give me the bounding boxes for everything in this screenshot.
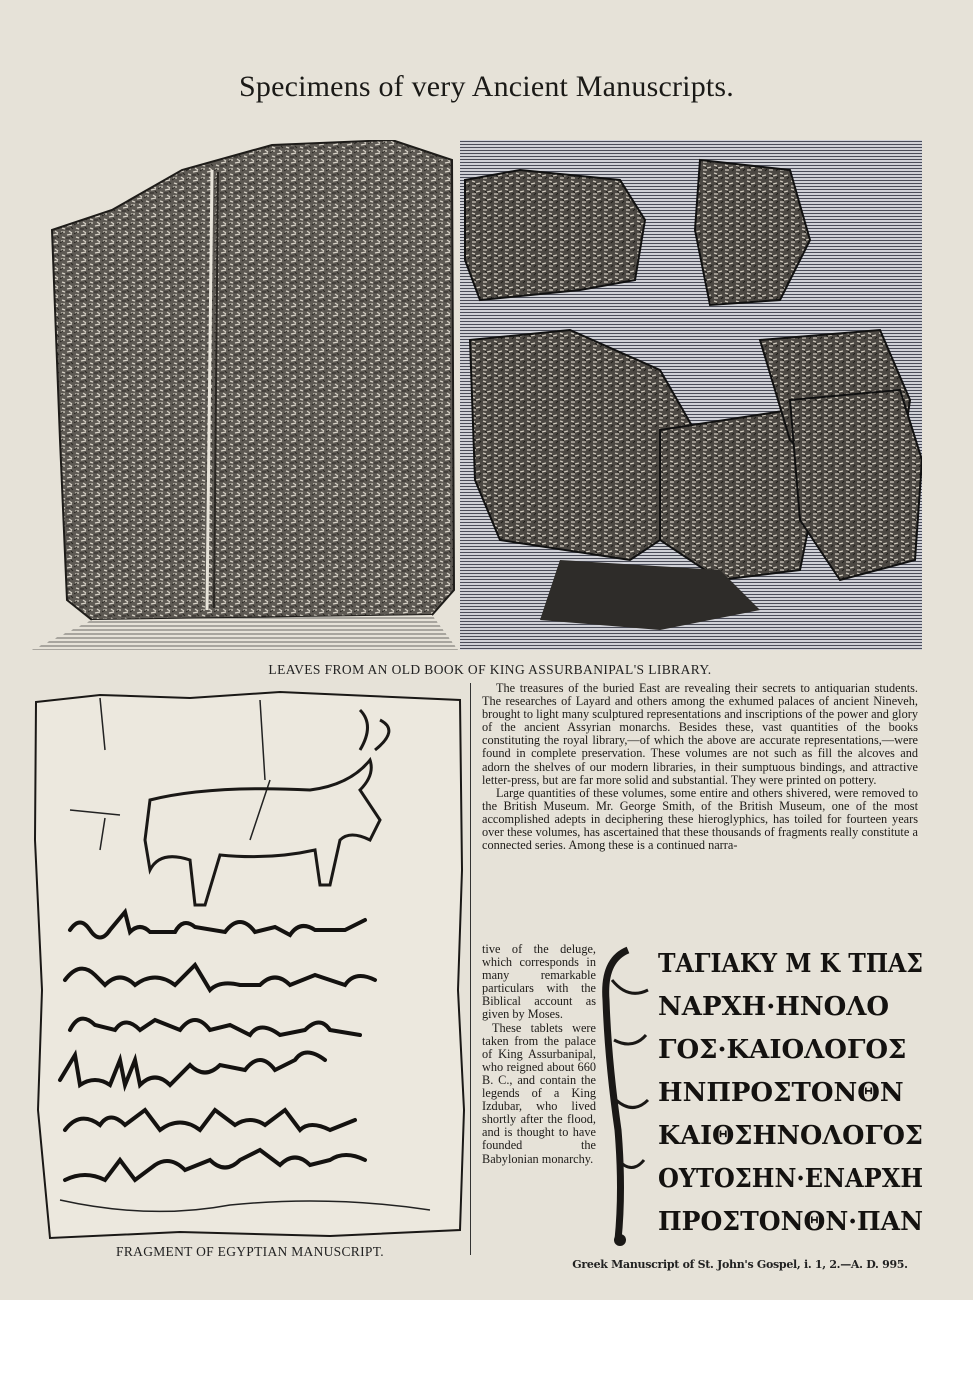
column-divider <box>470 683 471 1255</box>
article-paragraph-2: Large quantities of these volumes, some entire and others shivered, were removed to the British Museum. Mr. George Smith, of the British Museum, one of the most accomplished adepts in deciphering these hieroglyphics, has toiled for fourteen years over these volumes, has ascertained that these thousands of fragments really constitute a connected series. Among these is a continued narra- <box>482 785 918 853</box>
page-title: Specimens of very Ancient Manuscripts. <box>239 70 734 103</box>
page-margin <box>0 1300 973 1390</box>
article-narrow-paragraph-2: These tablets were taken from the palace of King Assurbanipal, who reigned about 660 B. C., and contain the legends of a King Izdubar, who lived shortly after the flood, and is thought to have founded the Babylonian monarchy. <box>482 1020 596 1166</box>
greek-line-4: ΗΝΠΡΟΣΤΟΝΘΝ <box>658 1078 904 1108</box>
greek-line-7: ΠΡΟΣΤΟΝΘΝ·ΠΑΝ <box>658 1207 923 1237</box>
greek-line-5: ΚΑΙΘΣΗΝΟΛΟΓΟΣ <box>658 1121 923 1151</box>
clay-tablet-large-image <box>32 140 458 650</box>
greek-line-3: ΓΟΣ·ΚΑΙΟΛΟΓΟΣ <box>658 1035 907 1065</box>
greek-line-6: ΟΥΤΟΣΗΝ·ΕΝΑΡΧΗ <box>658 1164 923 1194</box>
article-narrow-column <box>482 943 596 1166</box>
greek-manuscript-image <box>598 940 928 1250</box>
tablet-caption: LEAVES FROM AN OLD BOOK OF KING ASSURBANIPAL'S LIBRARY. <box>268 662 712 677</box>
greek-line-1: ΤΑΓΙΑΚΥ Μ Κ ΤΠΑΣ <box>658 949 923 979</box>
article-paragraph-1: The treasures of the buried East are revealing their secrets to antiquarian students. The researches of Layard and others among the exhumed palaces of ancient Nineveh, brought to light many sculptured representations and inscriptions of the power and glory of the ancient Assyrian monarchs. Besides these, vast quantities of the books constituting the royal library,—of which the above are accurate representations,—were found in complete preservation. These volumes are not such as fill the alcoves and adorn the shelves of our modern libraries, in their sumptuous bindings, and attractive letter-press, but are far more solid and substantial. They were printed on pottery. <box>482 681 918 787</box>
article-text <box>482 682 918 852</box>
clay-fragments-image <box>460 140 922 650</box>
article-narrow-paragraph-1: tive of the deluge, which corresponds in many remarkable particulars with the Biblical account as given by Moses. <box>482 942 596 1022</box>
egyptian-manuscript-image <box>30 690 470 1240</box>
greek-caption: Greek Manuscript of St. John's Gospel, i. 1, 2.—A. D. 995. <box>572 1258 908 1271</box>
greek-line-2: ΝΑΡΧΗ·ΗΝΟΛΟ <box>658 992 890 1022</box>
egyptian-caption: FRAGMENT OF EGYPTIAN MANUSCRIPT. <box>116 1244 384 1259</box>
